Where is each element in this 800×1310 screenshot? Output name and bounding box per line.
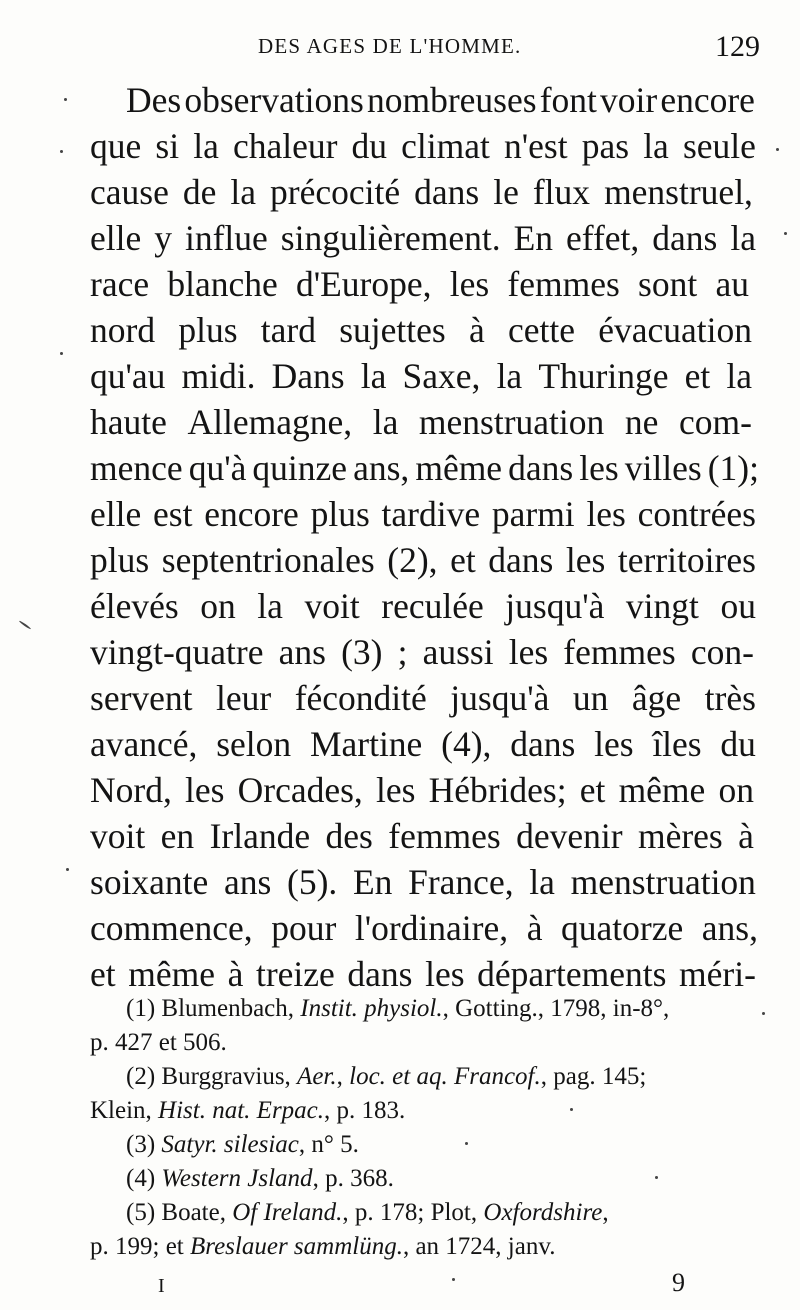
body-line: elle est encore plus tardive parmi les contrées: [90, 494, 756, 534]
scan-speck: [452, 1278, 455, 1281]
footnote-4: (4) Western Jsland, p. 368.: [126, 1165, 394, 1192]
body-line: commence, pour l'ordinaire, à quatorze ans,: [90, 908, 758, 948]
body-line: haute Allemagne, la menstruation ne com-: [90, 402, 752, 442]
scan-speck: [776, 148, 779, 151]
scan-speck: [64, 98, 67, 101]
scan-speck: [60, 150, 63, 153]
body-line: et même à treize dans les départements méri-: [90, 954, 756, 994]
body-line: vingt-quatre ans (3) ; aussi les femmes con-: [90, 632, 754, 672]
body-line: Des observations nombreuses font voir encore: [126, 80, 755, 120]
body-line: plus septentrionales (2), et dans les territoires: [90, 540, 756, 580]
scan-speck: [19, 620, 32, 630]
scan-speck: [762, 1012, 765, 1015]
body-line: soixante ans (5). En France, la menstruation: [90, 862, 756, 902]
body-line: qu'au midi. Dans la Saxe, la Thuringe et la: [90, 356, 752, 396]
body-line: mence qu'à quinze ans, même dans les villes (1);: [90, 448, 759, 488]
scan-speck: [465, 1142, 468, 1145]
running-title: DES AGES DE L'HOMME.: [258, 34, 522, 58]
body-line: avancé, selon Martine (4), dans les îles du: [90, 724, 756, 764]
signature-number: 9: [672, 1268, 685, 1297]
body-line: élevés on la voit reculée jusqu'à vingt ou: [90, 586, 756, 626]
body-line: voit en Irlande des femmes devenir mères à: [90, 816, 754, 856]
body-line: nord plus tard sujettes à cette évacuation: [90, 310, 752, 350]
footnote-3: (3) Satyr. silesiac, n° 5.: [126, 1131, 359, 1158]
scan-speck: [784, 232, 787, 235]
scan-speck: [60, 352, 63, 355]
scan-speck: [66, 868, 69, 871]
scan-speck: [570, 1108, 573, 1111]
body-line: servent leur fécondité jusqu'à un âge très: [90, 678, 756, 718]
body-line: elle y influe singulièrement. En effet, dans la: [90, 218, 756, 258]
footnote-5: (5) Boate, Of Ireland., p. 178; Plot, Oxfordshire,: [126, 1199, 609, 1226]
body-line: Nord, les Orcades, les Hébrides; et même on: [90, 770, 754, 810]
body-line: que si la chaleur du climat n'est pas la seule: [90, 126, 756, 166]
footnote-1-cont: p. 427 et 506.: [90, 1029, 227, 1056]
body-line: race blanche d'Europe, les femmes sont au: [90, 264, 749, 304]
footnote-5-cont: p. 199; et Breslauer sammlüng., an 1724, janv.: [90, 1233, 556, 1260]
footnote-1: (1) Blumenbach, Instit. physiol., Gotting., 1798, in-8°,: [126, 995, 670, 1022]
scan-speck: [655, 1176, 658, 1179]
body-line: cause de la précocité dans le flux menstruel,: [90, 172, 753, 212]
footnote-2-cont: Klein, Hist. nat. Erpac., p. 183.: [90, 1097, 406, 1124]
page-number: 129: [715, 30, 760, 63]
footnote-2: (2) Burggravius, Aer., loc. et aq. Francof., pag. 145;: [126, 1063, 647, 1090]
signature-mark: I: [158, 1275, 165, 1297]
